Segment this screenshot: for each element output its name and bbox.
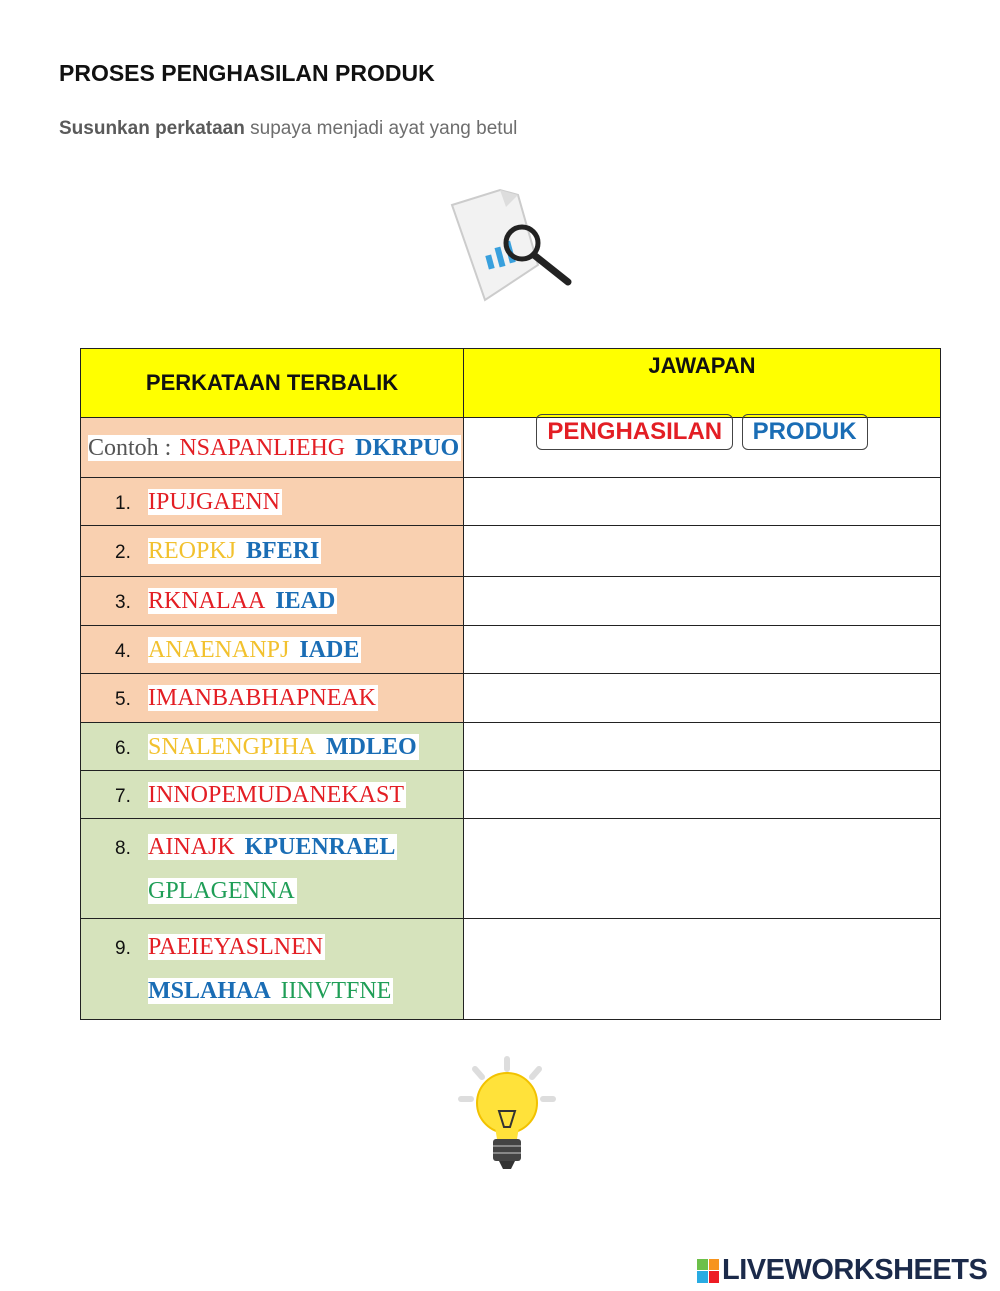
- scrambled-word: GPLAGENNA: [148, 877, 295, 904]
- answer-input[interactable]: [464, 641, 940, 658]
- document-magnifier-icon: [440, 185, 585, 310]
- table-row: [81, 819, 941, 919]
- scrambled-cell: [81, 723, 464, 771]
- table-row: [81, 771, 941, 819]
- answer-cell[interactable]: [464, 771, 941, 819]
- example-answer-chip: PENGHASILAN: [536, 414, 733, 450]
- header-answer: JAWAPAN: [464, 349, 941, 418]
- second-line: [148, 874, 463, 908]
- example-answer-chip: PRODUK: [742, 414, 868, 450]
- answer-input[interactable]: [464, 542, 940, 559]
- answer-input[interactable]: [464, 493, 940, 510]
- scrambled-word: INNOPEMUDANEKAST: [148, 781, 404, 808]
- answer-cell[interactable]: [464, 577, 941, 626]
- scrambled-word: RKNALAA: [148, 588, 266, 614]
- scrambled-word: MSLAHAA: [148, 978, 271, 1004]
- table-row: [81, 577, 941, 626]
- example-word: DKRPUO: [355, 434, 460, 461]
- scrambled-word: IINVTFNE: [280, 978, 392, 1004]
- row-number: 3.: [115, 592, 131, 613]
- lightbulb-icon: [455, 1055, 560, 1175]
- logo-text: LIVEWORKSHEETS: [722, 1254, 988, 1286]
- answer-cell[interactable]: [464, 626, 941, 674]
- answer-input[interactable]: [464, 592, 940, 609]
- answer-cell[interactable]: [464, 478, 941, 526]
- scrambled-word: IADE: [299, 636, 360, 663]
- scrambled-cell: [81, 526, 464, 577]
- row-number: 7.: [115, 785, 131, 807]
- table-row: [81, 526, 941, 577]
- example-answer-cell: [464, 418, 941, 478]
- table-row: [81, 674, 941, 723]
- table-row: [81, 723, 941, 771]
- scrambled-word: AINAJK: [148, 833, 235, 860]
- scrambled-cell: [81, 577, 464, 626]
- scrambled-word: IEAD: [275, 588, 336, 614]
- answer-input[interactable]: [464, 786, 940, 803]
- scrambled-cell: [81, 674, 464, 723]
- scrambled-cell: [81, 626, 464, 674]
- answer-cell[interactable]: [464, 819, 941, 919]
- answer-cell[interactable]: [464, 674, 941, 723]
- scrambled-word: IMANBABHAPNEAK: [148, 685, 377, 711]
- row-number: 5.: [115, 689, 131, 710]
- second-line: [148, 974, 463, 1008]
- scrambled-word: ANAENANPJ: [148, 636, 290, 663]
- instruction: [59, 118, 517, 140]
- page-title: PROSES PENGHASILAN PRODUK: [59, 60, 435, 86]
- scrambled-word: BFERI: [246, 538, 320, 564]
- scrambled-cell: [81, 478, 464, 526]
- row-number: 2.: [115, 542, 131, 563]
- row-number: 6.: [115, 737, 131, 759]
- scrambled-cell: [81, 919, 464, 1020]
- header-scrambled-words: PERKATAAN TERBALIK: [81, 349, 464, 418]
- table-row: [81, 626, 941, 674]
- instruction-bold: Susunkan perkataan: [59, 118, 245, 139]
- answer-input[interactable]: [464, 860, 940, 877]
- row-number: 4.: [115, 640, 131, 662]
- logo-squares-icon: [697, 1259, 719, 1283]
- instruction-rest: supaya menjadi ayat yang betul: [244, 118, 518, 139]
- scrambled-word: SNALENGPIHA: [148, 733, 316, 760]
- scrambled-word: KPUENRAEL: [244, 833, 396, 860]
- scrambled-cell: [81, 771, 464, 819]
- answer-cell[interactable]: [464, 919, 941, 1020]
- table-row: [81, 478, 941, 526]
- answer-cell[interactable]: [464, 526, 941, 577]
- row-number: 9.: [115, 938, 131, 959]
- scrambled-word: REOPKJ: [148, 538, 237, 564]
- liveworksheets-logo: [697, 1254, 987, 1287]
- example-cell: [81, 418, 464, 478]
- answer-input[interactable]: [464, 960, 940, 977]
- example-word: NSAPANLIEHG: [179, 434, 346, 461]
- answer-cell[interactable]: [464, 723, 941, 771]
- word-table: [80, 348, 941, 1020]
- answer-input[interactable]: [464, 738, 940, 755]
- row-number: 1.: [115, 492, 131, 514]
- answer-input[interactable]: [464, 689, 940, 706]
- scrambled-word: MDLEO: [326, 733, 417, 760]
- scrambled-cell: [81, 819, 464, 919]
- row-number: 8.: [115, 837, 131, 859]
- example-label: Contoh :: [88, 434, 178, 461]
- scrambled-word: PAEIEYASLNEN: [148, 934, 324, 960]
- scrambled-word: IPUJGAENN: [148, 488, 280, 515]
- table-row: [81, 919, 941, 1020]
